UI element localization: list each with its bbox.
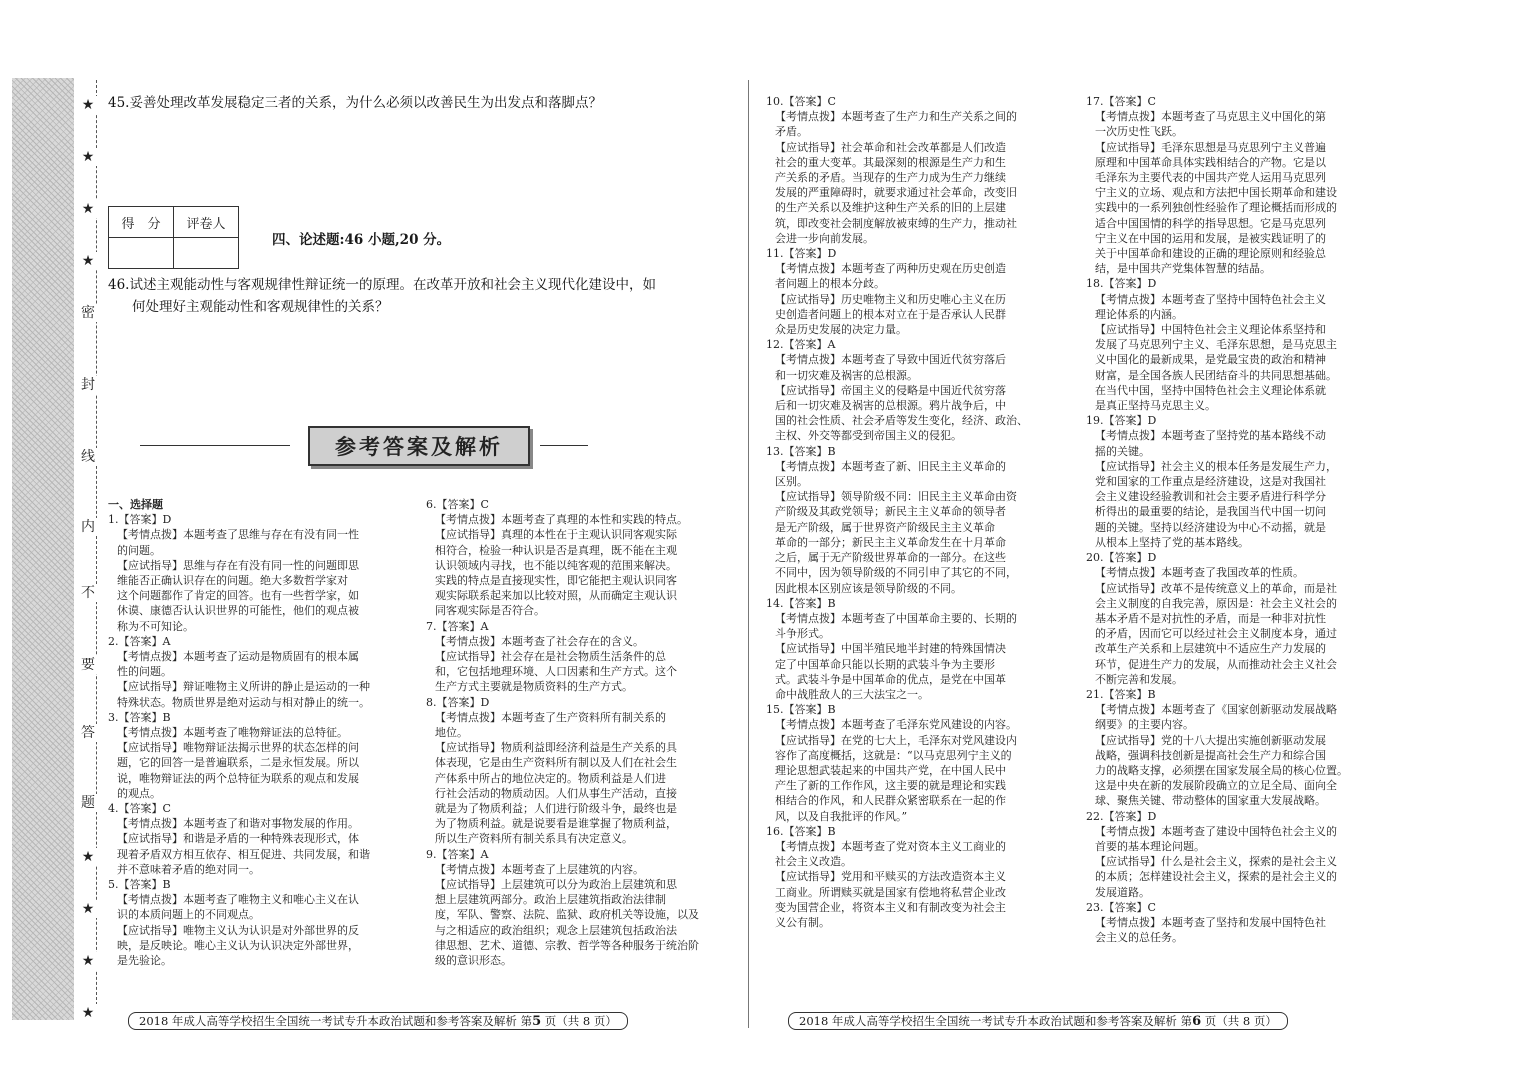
- answer-line: 不断完善和发展。: [1095, 672, 1183, 686]
- seal-character: 要: [78, 656, 98, 674]
- answer-line: 是先验论。: [117, 954, 172, 968]
- answer-line: 映，是反映论。唯心主义认为认识决定外部世界，: [117, 938, 359, 952]
- answer-line: 识的本质问题上的不同观点。: [117, 908, 260, 922]
- answer-line: 律思想、艺术、道德、宗教、哲学等各种服务于统治阶: [435, 938, 699, 952]
- answer-entry: [766, 337, 1072, 443]
- answer-line: 相符合，检验一种认识是否是真理，既不能在主观: [435, 543, 677, 557]
- answer-line: 就是为了物质利益；人们进行阶级斗争，最终也是: [435, 802, 677, 816]
- footer-page-number: 5: [532, 1014, 542, 1029]
- answer-line: 实践的特点是直接现实性，即它能把主观认识同客: [435, 574, 677, 588]
- star-icon: ★: [78, 952, 98, 970]
- answer-line: 【考情点拨】本题考查了上层建筑的内容。: [435, 862, 644, 876]
- seal-character: 封: [78, 376, 98, 394]
- header-rule-right: [540, 445, 588, 446]
- answer-line: 【应试指导】社会主义的根本任务是发展生产力，: [1095, 459, 1337, 473]
- answer-heading: 10.【答案】C: [766, 95, 836, 108]
- answer-line: 和一切灾难及祸害的总根源。: [775, 368, 918, 382]
- answer-entry: [766, 702, 1072, 824]
- answer-heading: 12.【答案】A: [766, 338, 836, 352]
- seal-character: 答: [78, 724, 98, 742]
- answer-line: 义中国化的最新成果，是党最宝贵的政治和精神: [1095, 353, 1326, 367]
- answer-heading: 5.【答案】B: [108, 878, 171, 892]
- answer-line: 【考情点拨】本题考查了生产力和生产关系之间的: [775, 110, 1017, 124]
- answer-entry: [108, 512, 416, 634]
- answer-line: 会主义建设经验教训和社会主要矛盾进行科学分: [1095, 490, 1326, 504]
- star-icon: ★: [78, 252, 98, 270]
- answer-line: 改革生产关系和上层建筑中不适应生产力发展的: [1095, 642, 1326, 656]
- answer-heading: 21.【答案】B: [1086, 687, 1156, 701]
- star-icon: ★: [78, 148, 98, 166]
- answer-line: 者问题上的根本分歧。: [775, 277, 885, 291]
- answer-entry: [1086, 550, 1392, 687]
- answer-line: 【考情点拨】本题考查了唯物辩证法的总特征。: [117, 726, 348, 740]
- footer-page-post: 页（共 8 页）: [544, 1014, 617, 1028]
- answer-line: 【应试指导】物质利益即经济利益是生产关系的具: [435, 741, 677, 755]
- answer-line: 的问题。: [117, 543, 161, 557]
- answer-line: 原理和中国革命具体实践相结合的产物。它是以: [1095, 155, 1326, 169]
- answer-line: 财富，是全国各族人民团结奋斗的共同思想基础。: [1095, 368, 1337, 382]
- answer-line: 【应试指导】毛泽东思想是马克思列宁主义普遍: [1095, 140, 1326, 154]
- seal-character: 内: [78, 518, 98, 536]
- answer-line: 产体系中所占的地位决定的。物质利益是人们进: [435, 771, 666, 785]
- answer-heading: 20.【答案】D: [1086, 551, 1157, 565]
- score-table: [108, 206, 239, 269]
- answer-line: 这个问题都作了肯定的回答。也有一些哲学家，如: [117, 589, 359, 603]
- answer-line: 会主义的总任务。: [1095, 931, 1183, 945]
- answer-entry: [1086, 809, 1392, 900]
- answer-line: 【考情点拨】本题考查了两种历史观在历史创造: [775, 262, 1006, 276]
- answer-line: 【应试指导】辩证唯物主义所讲的静止是运动的一种: [117, 680, 370, 694]
- seal-character: 题: [78, 794, 98, 812]
- answer-heading: 9.【答案】A: [426, 847, 489, 861]
- answer-heading: 14.【答案】B: [766, 596, 836, 610]
- answer-line: 【应试指导】改革不是传统意义上的革命，而是社: [1095, 581, 1337, 595]
- answer-line: 相结合的作风，和人民群众紧密联系在一起的作: [775, 794, 1006, 808]
- answer-line: 特殊状态。物质世界是绝对运动与相对静止的统一。: [117, 695, 370, 709]
- answer-line: 【应试指导】社会存在是社会物质生活条件的总: [435, 650, 666, 664]
- answer-line: 毛泽东为主要代表的中国共产党人运用马克思列: [1095, 171, 1326, 185]
- answer-line: 这是中央在新的发展阶段确立的立足全局、面向全: [1095, 779, 1337, 793]
- answer-line: 环节，促进生产力的发展，从而推动社会主义社会: [1095, 657, 1337, 671]
- answer-line: 摇的关键。: [1095, 444, 1150, 458]
- answer-line: 说，唯物辩证法的两个总特征为联系的观点和发展: [117, 771, 359, 785]
- answer-line: 【考情点拨】本题考查了唯物主义和唯心主义在认: [117, 893, 359, 907]
- footer-text: 2018 年成人高等学校招生全国统一考试专升本政治试题和参考答案及解析: [799, 1014, 1177, 1028]
- answer-line: 是真正坚持马克思主义。: [1095, 399, 1216, 413]
- answer-line: 【应试指导】中国特色社会主义理论体系坚持和: [1095, 323, 1326, 337]
- answer-entry: [766, 596, 1072, 702]
- answer-line: 【考情点拨】本题考查了建设中国特色社会主义的: [1095, 824, 1337, 838]
- answer-entry: [108, 634, 416, 710]
- answer-line: 想上层建筑两部分。政治上层建筑指政治法律制: [435, 893, 666, 907]
- answers-column-4: [1086, 94, 1392, 945]
- question-46-line-1: 46.试述主观能动性与客观规律性辩证统一的原理。在改革开放和社会主义现代化建设中，如: [108, 277, 656, 293]
- answer-heading: 1.【答案】D: [108, 513, 172, 527]
- footer-page-5: [128, 1012, 628, 1030]
- answer-entry: [426, 847, 734, 969]
- answer-line: 【考情点拨】本题考查了毛泽东党风建设的内容。: [775, 718, 1017, 732]
- answer-line: 【考情点拨】本题考查了真理的本性和实践的特点。: [435, 513, 688, 527]
- section-4-title: 四、论述题:46 小题,20 分。: [272, 232, 451, 248]
- answer-line: 社会主义改造。: [775, 855, 852, 869]
- answer-heading: 8.【答案】D: [426, 695, 490, 709]
- answer-line: 实践中的一系列独创性经验作了理论概括而形成的: [1095, 201, 1337, 215]
- answers-column-1: [108, 497, 416, 968]
- answer-line: 地位。: [435, 726, 468, 740]
- answer-line: 【考情点拨】本题考查了中国革命主要的、长期的: [775, 611, 1017, 625]
- answer-line: 【应试指导】帝国主义的侵略是中国近代贫穷落: [775, 383, 1006, 397]
- answer-line: 首要的基本理论问题。: [1095, 839, 1205, 853]
- answer-line: 理论思想武装起来的中国共产党，在中国人民中: [775, 763, 1006, 777]
- footer-page-6: [788, 1012, 1288, 1030]
- question-45: 45.妥善处理改革发展稳定三者的关系，为什么必须以改善民生为出发点和落脚点？: [108, 95, 602, 111]
- answer-line: 式。武装斗争是中国革命的优点，是党在中国革: [775, 672, 1006, 686]
- answer-line: 性的问题。: [117, 665, 172, 679]
- answer-line: 为了物质利益。就是说要看是谁掌握了物质利益，: [435, 817, 677, 831]
- binding-strip: [12, 78, 74, 1020]
- footer-page-pre: 第: [520, 1014, 533, 1028]
- answer-entry: [426, 619, 734, 695]
- answer-line: 容作了高度概括，这就是：“以马克思列宁主义的: [775, 748, 1012, 762]
- answer-line: 【应试指导】社会革命和社会改革都是人们改造: [775, 140, 1006, 154]
- answer-entry: [766, 94, 1072, 246]
- answer-line: 纲要》的主要内容。: [1095, 718, 1194, 732]
- answer-line: 斗争形式。: [775, 627, 830, 641]
- answer-line: 【考情点拨】本题考查了坚持中国特色社会主义: [1095, 292, 1326, 306]
- answers-column-3: [766, 94, 1072, 930]
- answer-line: 革命的一部分；新民主主义革命发生在十月革命: [775, 535, 1006, 549]
- answer-line: 【考情点拨】本题考查了《国家创新驱动发展战略: [1095, 703, 1337, 717]
- answer-line: 【应试指导】真理的本性在于主观认识同客观实际: [435, 528, 677, 542]
- answer-heading: 6.【答案】C: [426, 498, 489, 511]
- answer-line: 【考情点拨】本题考查了党对资本主义工商业的: [775, 839, 1006, 853]
- answer-line: 体表现，它是由生产资料所有制以及人们在社会生: [435, 756, 677, 770]
- seal-dashed-line: [96, 80, 97, 1020]
- answer-line: 宁主义在中国的运用和发展，是被实践证明了的: [1095, 231, 1326, 245]
- answer-line: 【应试指导】什么是社会主义，探索的是社会主义: [1095, 855, 1337, 869]
- answer-line: 产阶级及其政党领导；新民主主义革命的领导者: [775, 505, 1006, 519]
- answer-line: 【考情点拨】本题考查了生产资料所有制关系的: [435, 710, 666, 724]
- answer-line: 【应试指导】党用和平赎买的方法改造资本主义: [775, 870, 1006, 884]
- answer-line: 称为不可知论。: [117, 619, 194, 633]
- answer-line: 区别。: [775, 475, 808, 489]
- answer-heading: 18.【答案】D: [1086, 277, 1157, 291]
- answer-heading: 2.【答案】A: [108, 634, 171, 648]
- answer-line: 【考情点拨】本题考查了坚持党的基本路线不动: [1095, 429, 1326, 443]
- answer-line: 因此根本区别应该是领导阶级的不同。: [775, 581, 962, 595]
- answer-entry: [1086, 276, 1392, 413]
- answer-entry: [766, 824, 1072, 930]
- answer-line: 【应试指导】党的十八大提出实施创新驱动发展: [1095, 733, 1326, 747]
- answer-line: 【应试指导】上层建筑可以分为政治上层建筑和思: [435, 878, 677, 892]
- reference-answers-header: [140, 426, 588, 466]
- answer-line: 的观点。: [117, 786, 161, 800]
- answer-line: 的矛盾，因而它可以经过社会主义制度本身，通过: [1095, 627, 1337, 641]
- answer-line: 【考情点拨】本题考查了我国改革的性质。: [1095, 566, 1304, 580]
- answer-entry: [1086, 413, 1392, 550]
- answer-line: 休谟、康德否认认识世界的可能性，他们的观点被: [117, 604, 359, 618]
- star-icon: ★: [78, 200, 98, 218]
- answer-heading: 16.【答案】B: [766, 824, 836, 838]
- answer-line: 理论体系的内涵。: [1095, 307, 1183, 321]
- answer-line: 变为国营企业，将资本主义和有制改变为社会主: [775, 900, 1006, 914]
- answer-line: 行社会活动的物质动因。人们从事生产活动，直接: [435, 786, 677, 800]
- answer-line: 和，它包括地理环境、人口因素和生产方式。这个: [435, 665, 677, 679]
- answers-column-2: [426, 497, 734, 968]
- answer-line: 析得出的最重要的结论，是我国当代中国一切问: [1095, 505, 1326, 519]
- footer-page-number: 6: [1192, 1014, 1202, 1029]
- answer-line: 【应试指导】中国半殖民地半封建的特殊国情决: [775, 642, 1006, 656]
- star-icon: ★: [78, 900, 98, 918]
- answer-line: 所以生产资料所有制关系具有决定意义。: [435, 832, 633, 846]
- answer-line: 【应试指导】领导阶级不同：旧民主主义革命由资: [775, 490, 1017, 504]
- answer-line: 并不意味着矛盾的绝对同一。: [117, 862, 260, 876]
- answer-line: 基本矛盾不是对抗性的矛盾，而是一种非对抗性: [1095, 611, 1326, 625]
- answer-line: 【考情点拨】本题考查了马克思主义中国化的第: [1095, 110, 1326, 124]
- answer-line: 发展道路。: [1095, 885, 1150, 899]
- answer-line: 筑，即改变社会制度解放被束缚的生产力，推动社: [775, 216, 1017, 230]
- answer-entry: [108, 877, 416, 968]
- answer-heading: 23.【答案】C: [1086, 900, 1156, 914]
- answer-line: 认识领域内寻找，也不能以纯客观的范围来解决。: [435, 558, 677, 572]
- answer-heading: 15.【答案】B: [766, 703, 836, 717]
- answer-line: 现着矛盾双方相互依存、相互促进、共同发展，和谐: [117, 847, 370, 861]
- answer-line: 从根本上坚持了党的基本路线。: [1095, 535, 1249, 549]
- answer-line: 史创造者问题上的根本对立在于是否承认人民群: [775, 307, 1006, 321]
- answer-line: 是无产阶级，属于世界资产阶级民主主义革命: [775, 520, 995, 534]
- answer-line: 主权、外交等都受到帝国主义的侵犯。: [775, 429, 962, 443]
- star-icon: ★: [78, 96, 98, 114]
- answer-line: 力的战略支撑，必须摆在国家发展全局的核心位置。: [1095, 763, 1348, 777]
- answer-line: 的本质；怎样建设社会主义，探索的是社会主义的: [1095, 870, 1337, 884]
- answer-line: 【考情点拨】本题考查了和谐对事物发展的作用。: [117, 817, 359, 831]
- answer-line: 一次历史性飞跃。: [1095, 125, 1183, 139]
- answer-line: 【应试指导】在党的七大上，毛泽东对党风建设内: [775, 733, 1017, 747]
- answer-line: 【考情点拨】本题考查了运动是物质固有的根本属: [117, 650, 359, 664]
- answer-line: 维能否正确认识存在的问题。绝大多数哲学家对: [117, 574, 348, 588]
- answer-line: 【应试指导】和谐是矛盾的一种特殊表现形式，体: [117, 832, 359, 846]
- answer-line: 后和一切灾难及祸害的总根源。鸦片战争后，中: [775, 399, 1006, 413]
- answer-line: 众是历史发展的决定力量。: [775, 323, 907, 337]
- seal-character: 线: [78, 448, 98, 466]
- answer-line: 适合中国国情的科学的指导思想。它是马克思列: [1095, 216, 1326, 230]
- star-icon: ★: [78, 1004, 98, 1022]
- answer-line: 不同中，因为领导阶级的不同引申了其它的不同，: [775, 566, 1017, 580]
- answer-line: 之后，属于无产阶级世界革命的一部分。在这些: [775, 551, 1006, 565]
- answer-line: 发展了马克思列宁主义、毛泽东思想，是马克思主: [1095, 338, 1337, 352]
- grader-label: 评卷人: [174, 207, 239, 238]
- answer-heading: 19.【答案】D: [1086, 414, 1157, 428]
- answer-heading: 3.【答案】B: [108, 710, 171, 724]
- answer-line: 观实际联系起来加以比较对照，从而确定主观认识: [435, 589, 677, 603]
- answer-heading: 4.【答案】C: [108, 802, 171, 816]
- reference-answers-title: 参考答案及解析: [308, 426, 530, 466]
- answer-entry: [1086, 900, 1392, 946]
- answer-entry: [766, 246, 1072, 337]
- answer-line: 【考情点拨】本题考查了社会存在的含义。: [435, 634, 644, 648]
- answer-heading: 11.【答案】D: [766, 247, 837, 261]
- answer-line: 义公有制。: [775, 915, 830, 929]
- answer-line: 的生产关系以及维护这种生产关系的旧的上层建: [775, 201, 1006, 215]
- answer-line: 【应试指导】唯物主义认为认识是对外部世界的反: [117, 923, 359, 937]
- footer-text: 2018 年成人高等学校招生全国统一考试专升本政治试题和参考答案及解析: [139, 1014, 517, 1028]
- answer-line: 题的关键。坚持以经济建设为中心不动摇，就是: [1095, 520, 1326, 534]
- answer-line: 矛盾。: [775, 125, 808, 139]
- answer-entry: [766, 444, 1072, 596]
- section-heading: 一、选择题: [108, 498, 163, 511]
- answer-line: 球、聚焦关键、带动整体的国家重大发展战略。: [1095, 794, 1326, 808]
- answer-line: 社会的重大变革。其最深刻的根源是生产力和生: [775, 155, 1006, 169]
- answer-line: 级的意识形态。: [435, 954, 512, 968]
- answer-entry: [426, 695, 734, 847]
- answer-line: 工商业。所谓赎买就是国家有偿地将私营企业改: [775, 885, 1006, 899]
- answer-line: 【应试指导】历史唯物主义和历史唯心主义在历: [775, 292, 1006, 306]
- answer-entry: [426, 497, 734, 619]
- answer-entry: [1086, 94, 1392, 276]
- answer-heading: 13.【答案】B: [766, 444, 836, 458]
- answer-heading: 17.【答案】C: [1086, 95, 1156, 108]
- answer-line: 发展的严重障碍时，就要求通过社会革命，改变旧: [775, 186, 1017, 200]
- answer-line: 会进一步向前发展。: [775, 231, 874, 245]
- answer-line: 【应试指导】唯物辩证法揭示世界的状态怎样的问: [117, 741, 359, 755]
- seal-character: 不: [78, 584, 98, 602]
- answer-line: 战略，强调科技创新是提高社会生产力和综合国: [1095, 748, 1326, 762]
- answer-line: 【应试指导】思维与存在有没有同一性的问题即思: [117, 558, 359, 572]
- answer-line: 产生了新的工作作风，这主要的就是理论和实践: [775, 779, 1006, 793]
- answer-line: 同客观实际是否符合。: [435, 604, 545, 618]
- page-divider: [748, 80, 749, 1028]
- answer-line: 生产方式主要就是物质资料的生产方式。: [435, 680, 633, 694]
- answer-line: 【考情点拨】本题考查了新、旧民主主义革命的: [775, 459, 1006, 473]
- grader-cell: [174, 238, 239, 269]
- answer-line: 命中战胜敌人的三大法宝之一。: [775, 687, 929, 701]
- answer-line: 【考情点拨】本题考查了坚持和发展中国特色社: [1095, 915, 1326, 929]
- answer-line: 度，军队、警察、法院、监狱、政府机关等设施，以及: [435, 908, 699, 922]
- answer-line: 宁主义的立场、观点和方法把中国长期革命和建设: [1095, 186, 1337, 200]
- answer-entry: [108, 710, 416, 801]
- answer-heading: 7.【答案】A: [426, 619, 489, 633]
- question-46-line-2: 何处理好主观能动性和客观规律性的关系？: [132, 299, 389, 315]
- answer-line: 题，它的回答一是普遍联系，二是永恒发展。所以: [117, 756, 359, 770]
- answer-line: 会主义制度的自我完善，原因是：社会主义社会的: [1095, 596, 1337, 610]
- answer-line: 与之相适应的政治组织；观念上层建筑包括政治法: [435, 923, 677, 937]
- answer-line: 国的社会性质、社会矛盾等发生变化，经济、政治、: [775, 414, 1028, 428]
- score-label: 得 分: [109, 207, 174, 238]
- footer-page-post: 页（共 8 页）: [1204, 1014, 1277, 1028]
- answer-line: 【考情点拨】本题考查了导致中国近代贫穷落后: [775, 353, 1006, 367]
- score-cell: [109, 238, 174, 269]
- answer-entry: [1086, 687, 1392, 809]
- footer-page-pre: 第: [1180, 1014, 1193, 1028]
- answer-entry: [108, 801, 416, 877]
- answer-line: 结，是中国共产党集体智慧的结晶。: [1095, 262, 1271, 276]
- header-rule-left: [140, 445, 290, 446]
- answer-line: 定了中国革命只能以长期的武装斗争为主要形: [775, 657, 995, 671]
- seal-character: 密: [78, 304, 98, 322]
- answer-line: 关于中国革命和建设的正确的理论原则和经验总: [1095, 247, 1326, 261]
- star-icon: ★: [78, 848, 98, 866]
- answer-line: 【考情点拨】本题考查了思维与存在有没有同一性: [117, 528, 359, 542]
- answer-line: 党和国家的工作重点是经济建设，这是对我国社: [1095, 475, 1326, 489]
- answer-line: 在当代中国，坚持中国特色社会主义理论体系就: [1095, 383, 1326, 397]
- answer-heading: 22.【答案】D: [1086, 809, 1157, 823]
- answer-line: 产关系的矛盾。当现存的生产力成为生产力继续: [775, 171, 1006, 185]
- answer-line: 风，以及自我批评的作风。”: [775, 809, 908, 823]
